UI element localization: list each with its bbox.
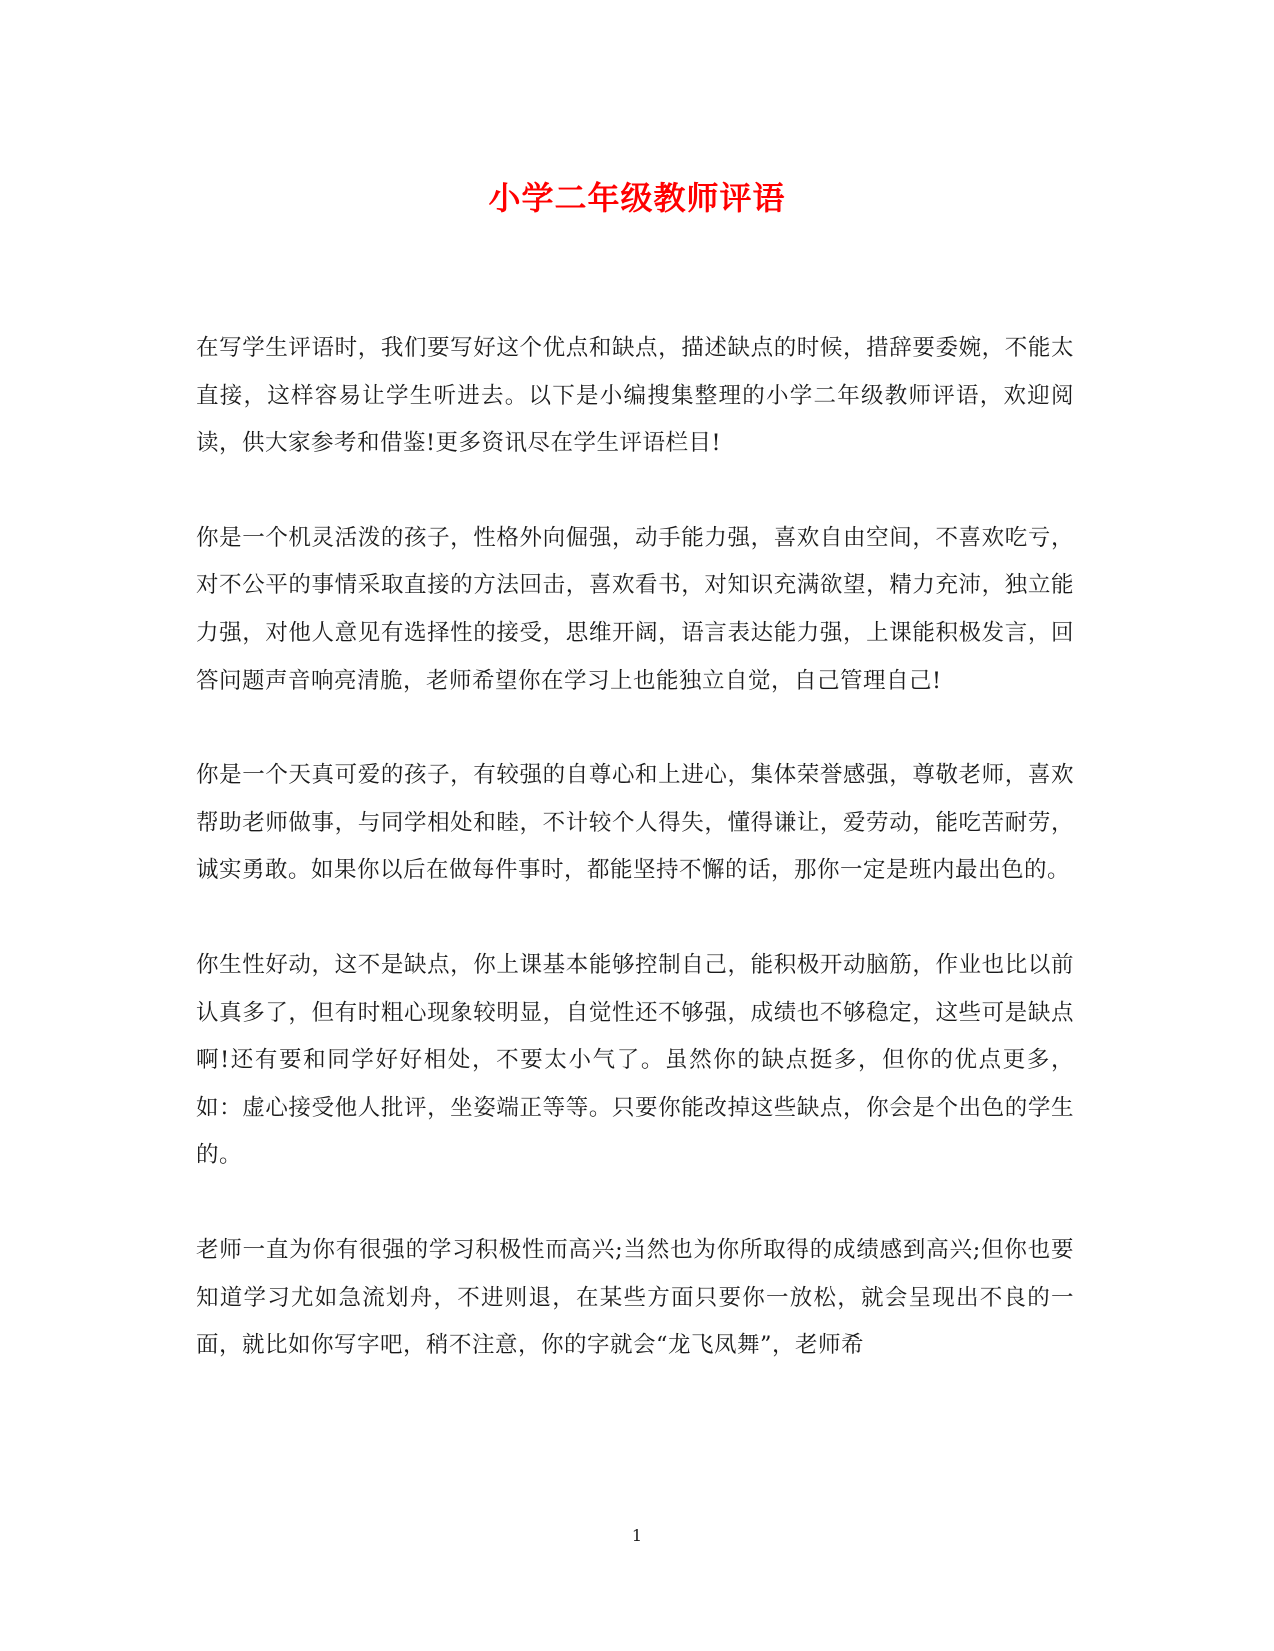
- paragraph-comment-3: 你生性好动，这不是缺点，你上课基本能够控制自己，能积极开动脑筋，作业也比以前认真多了，但有时粗心现象较明显，自觉性还不够强，成绩也不够稳定，这些可是缺点啊!还有要和同学好好相处，不要太小气了。虽然你的缺点挺多，但你的优点更多，如：虚心接受他人批评，坐姿端正等等。只要你能改掉这些缺点，你会是个出色的学生的。: [196, 951, 1074, 1169]
- paragraph-intro: 在写学生评语时，我们要写好这个优点和缺点，描述缺点的时候，措辞要委婉，不能太直接，这样容易让学生听进去。以下是小编搜集整理的小学二年级教师评语，欢迎阅读，供大家参考和借鉴!更多资讯尽在学生评语栏目!: [196, 335, 1074, 457]
- paragraph-comment-4: 老师一直为你有很强的学习积极性而高兴;当然也为你所取得的成绩感到高兴;但你也要知道学习尤如急流划舟，不进则退，在某些方面只要你一放松，就会呈现出不良的一面，就比如你写字吧，稍不注意，你的字就会“龙飞凤舞”，老师希: [196, 1236, 1074, 1359]
- document-body: [196, 325, 1074, 1417]
- paragraph-comment-2: 你是一个天真可爱的孩子，有较强的自尊心和上进心，集体荣誉感强，尊敬老师，喜欢帮助老师做事，与同学相处和睦，不计较个人得失，懂得谦让，爱劳动，能吃苦耐劳，诚实勇敢。如果你以后在做每件事时，都能坚持不懈的话，那你一定是班内最出色的。: [196, 762, 1074, 884]
- document-title: 小学二年级教师评语: [488, 179, 786, 217]
- paragraph-comment-1: 你是一个机灵活泼的孩子，性格外向倔强，动手能力强，喜欢自由空间，不喜欢吃亏，对不公平的事情采取直接的方法回击，喜欢看书，对知识充满欲望，精力充沛，独立能力强，对他人意见有选择性的接受，思维开阔，语言表达能力强，上课能积极发言，回答问题声音响亮清脆，老师希望你在学习上也能独立自觉，自己管理自己!: [196, 524, 1074, 694]
- page-number: 1: [631, 1526, 643, 1545]
